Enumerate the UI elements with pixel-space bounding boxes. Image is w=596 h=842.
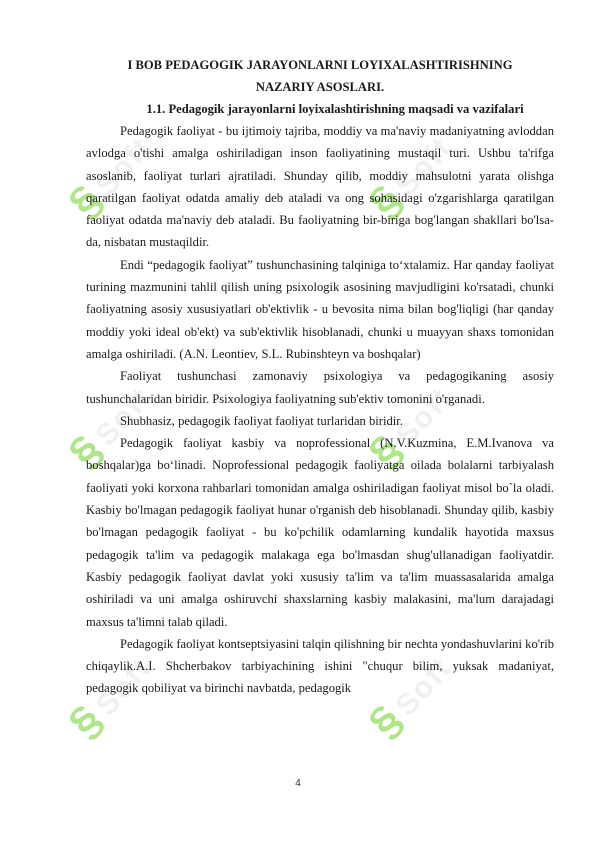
watermark-logo-icon: § bbox=[359, 424, 414, 478]
chapter-title-line1: I BOB PEDAGOGIK JARAYONLARNI LOYIXALASHTIRISHNING bbox=[127, 58, 513, 72]
paragraph: Shubhasiz, pedagogik faoliyat faoliyat turlaridan biridir. bbox=[120, 413, 403, 428]
paragraph: Endi “pedagogik faoliyat” tushunchasining talqiniga to‘xtalamiz. Har qanday faoliyat turining mazmunini tahlil qilish uning psixologik asosining mavjudligini ko'rsatadi, chunki faoliyatning asosiy xususiyatlari ob'ektivlik - u bevosita nima bilan bog'liqligi (har qanday moddiy yoki ideal ob'ekt) va sub'ektivlik hisoblanadi, chunki u muayyan shaxs tomonidan amalga oshiriladi. (A.N. Leontiev, S.L. Rubinshteyn va boshqalar) bbox=[86, 257, 554, 361]
watermark: §Soft bbox=[59, 650, 159, 748]
watermark-logo-icon: § bbox=[59, 694, 114, 748]
watermark: §Soft bbox=[359, 380, 459, 478]
watermark: §Soft bbox=[59, 130, 159, 228]
watermark-logo-icon: § bbox=[59, 424, 114, 478]
watermark: §Soft bbox=[359, 130, 459, 228]
watermark-logo-icon: § bbox=[359, 174, 414, 228]
paragraph: Pedagogik faoliyat kontseptsiyasini talqin qilishning bir nechta yondashuvlarini ko'rib chiqaylik.A.I. Shcherbakov tarbiyachining ishini "chuqur bilim, yuksak madaniyat, pedagogik qobiliyat va birinchi navbatda, pedagogik bbox=[86, 636, 554, 696]
section-title: 1.1. Pedagogik jarayonlarni loyixalashtirishning maqsadi va vazifalari bbox=[146, 102, 524, 116]
watermark: §Soft bbox=[59, 380, 159, 478]
chapter-title-line2: NAZARIY ASOSLARI. bbox=[255, 80, 385, 94]
page-number: 4 bbox=[295, 778, 301, 789]
paragraph: Faoliyat tushunchasi zamonaviy psixologiya va pedagogikaning asosiy tushunchalaridan biridir. Psixologiya faoliyatning sub'ektiv tomonini o'rganadi. bbox=[86, 369, 554, 406]
paragraph: Pedagogik faoliyat - bu ijtimoiy tajriba, moddiy va ma'naviy madaniyatning avloddan avlodga o'tishi amalga oshiriladigan inson faoliyatining mustaqil turi. Ushbu ta'rifga asoslanib, faoliyat turlari ajratiladi. Shunday qilib, moddiy mahsulotni yarata olishga qaratilgan faoliyat odatda amaliy deb ataladi va ong sohasidagi o'zgarishlarga qaratilgan faoliyat odatda ma'naviy deb ataladi. Bu faoliyatning bir-biriga bog'langan shakllari bo'lsa-da, nisbatan mustaqildir. bbox=[86, 124, 554, 250]
watermark: §Soft bbox=[359, 650, 459, 748]
document-body bbox=[86, 54, 554, 700]
paragraph: Pedagogik faoliyat kasbiy va noprofessional (N.V.Kuzmina, E.M.Ivanova va boshqalar)ga bo‘linadi. Noprofessional pedagogik faoliyatga oilada bolalarni tarbiyalash faoliyati yoki korxona rahbarlari tomonidan amalga oshiriladigan faoliyat misol bo`la oladi. Kasbiy bo'lmagan pedagogik faoliyat hunar o'rganish deb hisoblanadi. Shunday qilib, kasbiy bo'lmagan pedagogik faoliyat - bu ko'pchilik odamlarning kundalik hayotida maxsus pedagogik ta'lim va pedagogik malakaga ega bo'lmasdan shug'ullanadigan faoliyatdir. Kasbiy pedagogik faoliyat davlat yoki xususiy ta'lim va ta'lim muassasalarida amalga oshiriladi va uni amalga oshiruvchi shaxslarning kasbiy malakasini, ma'lum darajadagi maxsus ta'limni talab qiladi. bbox=[86, 436, 554, 629]
watermark-logo-icon: § bbox=[359, 694, 414, 748]
watermark-logo-icon: § bbox=[59, 174, 114, 228]
